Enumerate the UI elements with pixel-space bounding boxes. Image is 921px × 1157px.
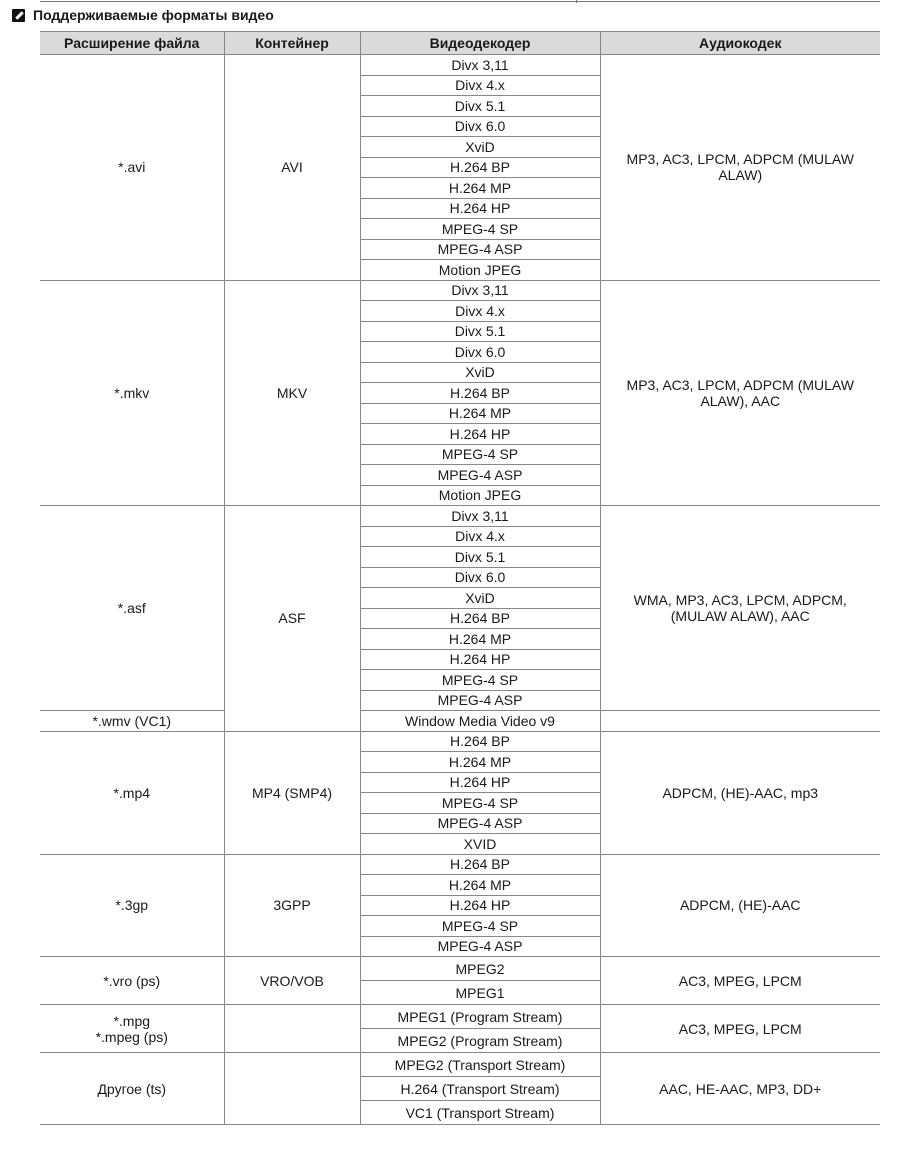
top-rule [40,1,880,2]
note-icon [12,9,25,22]
extension-cell [40,506,224,711]
video-decoder-cell: MPEG-4 SP [360,444,600,465]
table-row [40,280,880,301]
audio-codec-line: AAC, HE-AAC, MP3, DD+ [659,1080,822,1097]
container-cell: ASF [224,506,360,732]
video-decoder-cell: Divx 5.1 [360,547,600,568]
video-decoder-cell: H.264 HP [360,772,600,793]
table-row [40,506,880,527]
video-decoder-cell: Divx 6.0 [360,342,600,363]
audio-codec-cell [600,854,880,957]
column-header-video-decoder: Видеодекодер [360,32,600,55]
video-decoder-cell: MPEG-4 SP [360,219,600,240]
video-decoder-cell: VC1 (Transport Stream) [360,1101,600,1125]
audio-codec-line: WMA, MP3, AC3, LPCM, ADPCM, [633,592,847,608]
video-decoder-cell: XviD [360,588,600,609]
video-decoder-cell: Motion JPEG [360,485,600,506]
audio-codec-cell [600,1005,880,1053]
column-header-audio-codec: Аудиокодек [600,32,880,55]
audio-codec-line: MP3, AC3, LPCM, ADPCM (MULAW [626,376,854,393]
extension-cell [40,55,224,281]
video-decoder-cell: MPEG-4 SP [360,793,600,814]
container-cell: AVI [224,55,360,281]
audio-codec-line: MP3, AC3, LPCM, ADPCM (MULAW [626,151,854,168]
container-cell: MKV [224,280,360,506]
video-decoder-cell: H.264 MP [360,178,600,199]
video-decoder-cell: H.264 MP [360,403,600,424]
extension-label: *.mpeg (ps) [95,1028,168,1045]
video-decoder-cell: MPEG-4 ASP [360,465,600,486]
section-header [12,4,274,26]
extension-cell [40,1053,224,1125]
column-header-extension: Расширение файла [40,32,224,55]
table-row [40,55,880,76]
audio-codec-line: ADPCM, (HE)-AAC [679,897,801,914]
video-decoder-cell: H.264 MP [360,629,600,650]
audio-codec-cell [600,55,880,281]
audio-codec-line: ALAW), AAC [700,392,781,409]
container-cell: VRO/VOB [224,957,360,1005]
video-decoder-cell: Divx 4.x [360,526,600,547]
video-decoder-cell: Divx 6.0 [360,567,600,588]
extension-cell: *.wmv (VC1) [40,711,224,732]
extension-label: Другое (ts) [97,1080,167,1097]
audio-codec-cell [600,506,880,711]
video-decoder-cell: Divx 5.1 [360,96,600,117]
header-row [40,32,880,55]
video-decoder-cell: MPEG-4 ASP [360,936,600,957]
video-decoder-cell: Divx 5.1 [360,321,600,342]
extension-label: *.3gp [115,897,149,914]
video-decoder-cell: H.264 HP [360,424,600,445]
video-decoder-cell: Motion JPEG [360,260,600,281]
video-decoder-cell: MPEG1 [360,981,600,1005]
video-decoder-cell: H.264 (Transport Stream) [360,1077,600,1101]
video-decoder-cell: XviD [360,362,600,383]
video-decoder-cell: MPEG-4 ASP [360,239,600,260]
column-header-container: Контейнер [224,32,360,55]
extension-label: *.vro (ps) [103,972,161,989]
video-decoder-cell: H.264 BP [360,731,600,752]
audio-codec-line: AC3, MPEG, LPCM [678,1020,802,1037]
video-decoder-cell: Divx 4.x [360,75,600,96]
video-decoder-cell: Window Media Video v9 [360,711,600,732]
video-decoder-cell: MPEG-4 SP [360,916,600,937]
audio-codec-cell [600,1053,880,1125]
video-decoder-cell: Divx 6.0 [360,116,600,137]
audio-codec-cell [600,957,880,1005]
section-title: Поддерживаемые форматы видео [33,7,274,23]
video-decoder-cell: Divx 3,11 [360,280,600,301]
audio-codec-line: (MULAW ALAW), AAC [670,608,810,624]
table-row [40,711,880,732]
table-row [40,957,880,981]
table-row [40,1053,880,1077]
table-row [40,731,880,752]
video-decoder-cell: MPEG2 [360,957,600,981]
container-cell: MP4 (SMP4) [224,731,360,854]
audio-codec-cell [600,711,880,732]
video-decoder-cell: MPEG-4 SP [360,670,600,691]
extension-label: *.asf [117,600,146,616]
extension-cell [40,957,224,1005]
video-decoder-cell: MPEG2 (Transport Stream) [360,1053,600,1077]
extension-label: *.avi [118,159,146,176]
audio-codec-cell [600,731,880,854]
extension-label: *.mp4 [113,784,151,801]
audio-codec-line: ADPCM, (HE)-AAC, mp3 [662,784,819,801]
extension-cell [40,731,224,854]
video-decoder-cell: H.264 BP [360,157,600,178]
video-formats-table [40,31,880,1125]
container-cell: 3GPP [224,854,360,957]
video-decoder-cell: Divx 3,11 [360,506,600,527]
video-decoder-cell: H.264 HP [360,649,600,670]
extension-cell [40,854,224,957]
container-cell [224,1005,360,1053]
video-decoder-cell: XVID [360,834,600,855]
extension-cell [40,1005,224,1053]
video-decoder-cell: H.264 HP [360,895,600,916]
video-decoder-cell: H.264 BP [360,383,600,404]
extension-label: *.mkv [114,384,150,401]
table-row [40,1005,880,1029]
extension-label: *.mpg [113,1012,151,1029]
video-decoder-cell: H.264 BP [360,608,600,629]
audio-codec-line: AC3, MPEG, LPCM [678,972,802,989]
video-decoder-cell: H.264 BP [360,854,600,875]
video-decoder-cell: Divx 4.x [360,301,600,322]
video-decoder-cell: H.264 HP [360,198,600,219]
container-cell [224,1053,360,1125]
video-decoder-cell: H.264 MP [360,875,600,896]
video-decoder-cell: H.264 MP [360,752,600,773]
video-decoder-cell: MPEG2 (Program Stream) [360,1029,600,1053]
audio-codec-cell [600,280,880,506]
video-decoder-cell: MPEG-4 ASP [360,813,600,834]
audio-codec-line: ALAW) [718,167,763,184]
video-decoder-cell: MPEG-4 ASP [360,690,600,711]
table-row [40,854,880,875]
video-decoder-cell: XviD [360,137,600,158]
video-decoder-cell: Divx 3,11 [360,55,600,76]
top-rule-tick [576,0,577,3]
video-decoder-cell: MPEG1 (Program Stream) [360,1005,600,1029]
extension-cell [40,280,224,506]
